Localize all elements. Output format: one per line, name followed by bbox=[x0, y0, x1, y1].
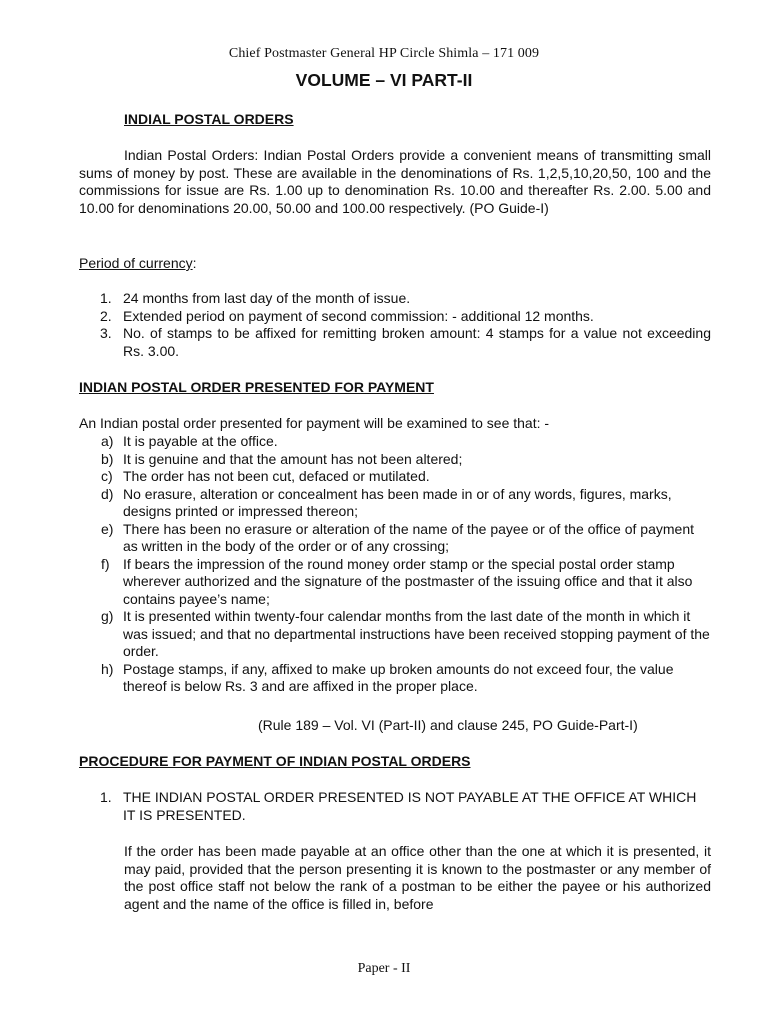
examination-list bbox=[79, 433, 711, 696]
list-item bbox=[79, 608, 711, 661]
period-of-currency-label bbox=[79, 255, 197, 273]
list-item-text: It is presented within twenty-four calendar months from the last date of the month in which it was issued; and that no departmental instructions have been received stopping payment of the order. bbox=[123, 608, 710, 659]
list-item bbox=[79, 290, 711, 308]
rule-reference: (Rule 189 – Vol. VI (Part-II) and clause 245, PO Guide-Part-I) bbox=[258, 717, 638, 733]
section-heading-postal-orders: INDIAL POSTAL ORDERS bbox=[124, 111, 294, 127]
list-marker: 3. bbox=[100, 325, 112, 341]
list-marker: b) bbox=[101, 450, 114, 467]
list-item bbox=[79, 468, 711, 486]
period-label-colon: : bbox=[192, 255, 197, 271]
list-marker: a) bbox=[101, 433, 114, 449]
list-item-text: It is payable at the office. bbox=[123, 433, 278, 449]
list-marker: d) bbox=[101, 485, 114, 502]
list-item-text: Extended period on payment of second commission: - additional 12 months. bbox=[123, 307, 594, 324]
list-item bbox=[79, 451, 711, 469]
list-marker: h) bbox=[101, 660, 114, 677]
list-item bbox=[79, 325, 711, 360]
list-item bbox=[79, 789, 711, 824]
list-item-text: 24 months from last day of the month of issue. bbox=[123, 290, 411, 306]
list-item-text: No erasure, alteration or concealment has been made in or of any words, figures, marks, designs printed or impressed thereon; bbox=[123, 485, 672, 519]
examination-intro: An Indian postal order presented for payment will be examined to see that: - bbox=[79, 415, 550, 431]
list-item bbox=[79, 308, 711, 326]
list-marker: 2. bbox=[100, 307, 112, 324]
list-item-text: No. of stamps to be affixed for remitting broken amount: 4 stamps for a value not exceeding Rs. 3.00. bbox=[123, 325, 711, 359]
running-head: Chief Postmaster General HP Circle Shimla – 171 009 bbox=[228, 46, 540, 61]
page-footer: Paper - II bbox=[357, 961, 411, 976]
list-item bbox=[79, 521, 711, 556]
list-item bbox=[79, 556, 711, 609]
list-item-text: There has been no erasure or alteration of the name of the payee or of the office of payment as written in the body of the order or of any crossing; bbox=[123, 520, 694, 554]
section-heading-procedure: PROCEDURE FOR PAYMENT OF INDIAN POSTAL ORDERS bbox=[79, 753, 471, 769]
period-label-text: Period of currency bbox=[79, 255, 193, 271]
list-item-text: Postage stamps, if any, affixed to make up broken amounts do not exceed four, the value thereof is below Rs. 3 and are affixed in the proper place. bbox=[123, 660, 674, 694]
list-marker: e) bbox=[101, 520, 114, 537]
list-item-text: It is genuine and that the amount has not been altered; bbox=[123, 450, 463, 467]
list-item bbox=[79, 661, 711, 696]
list-marker: g) bbox=[101, 608, 114, 624]
list-item bbox=[79, 486, 711, 521]
list-marker: 1. bbox=[100, 290, 112, 306]
list-marker: 1. bbox=[100, 789, 112, 805]
list-item-text: If bears the impression of the round money order stamp or the special postal order stamp wherever authorized and the signature of the postmaster of the issuing office and that it also contains payee’s name; bbox=[123, 555, 693, 607]
list-item bbox=[79, 433, 711, 451]
list-marker: f) bbox=[101, 555, 110, 572]
currency-list bbox=[79, 290, 711, 360]
list-marker: c) bbox=[101, 468, 113, 484]
section-heading-presented-for-payment: INDIAN POSTAL ORDER PRESENTED FOR PAYMENT bbox=[79, 379, 434, 395]
intro-paragraph: Indian Postal Orders: Indian Postal Orders provide a convenient means of transmitting small sums of money by post. These are available in the denominations of Rs. 1,2,5,10,20,50, 100 and the commissions for issue are Rs. 1.00 up to denomination Rs. 10.00 and thereafter Rs. 2.00. 5.00 and 10.00 for denominations 20.00, 50.00 and 100.00 respectively. (PO Guide-I) bbox=[79, 147, 711, 216]
procedure-paragraph: If the order has been made payable at an office other than the one at which it is presented, it may paid, provided that the person presenting it is known to the postmaster or any member of the post office staff not below the rank of a postman to be either the payee or his authorized agent and the name of the office is filled in, before bbox=[124, 843, 711, 912]
list-item-text: The order has not been cut, defaced or mutilated. bbox=[123, 468, 430, 484]
procedure-list bbox=[79, 789, 711, 824]
list-item-text: THE INDIAN POSTAL ORDER PRESENTED IS NOT PAYABLE AT THE OFFICE AT WHICH IT IS PRESENTED. bbox=[123, 789, 697, 823]
volume-title: VOLUME – VI PART-II bbox=[295, 70, 473, 90]
